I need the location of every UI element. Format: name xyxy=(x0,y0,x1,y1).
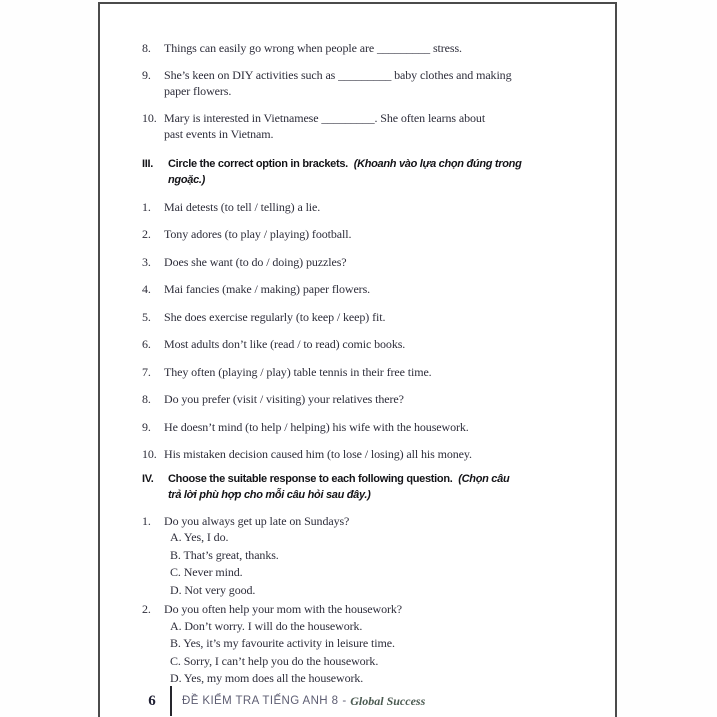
item-number: 9. xyxy=(142,419,151,434)
item-number: 7. xyxy=(142,364,151,379)
section-title-vi: (Chọn câu xyxy=(458,472,510,485)
section-iii-heading xyxy=(142,156,577,188)
answer-option: B. That’s great, thanks. xyxy=(170,547,279,562)
page-footer xyxy=(142,686,425,716)
answer-option: C. Never mind. xyxy=(170,565,243,579)
section-title-vi: trả lời phù hợp cho mỗi câu hỏi sau đây.) xyxy=(168,488,371,501)
item-text: past events in Vietnam. xyxy=(164,127,274,141)
section-title-vi: ngoặc.) xyxy=(168,173,206,186)
item-number: 4. xyxy=(142,282,151,296)
book-title: ĐỀ KIỂM TRA TIẾNG ANH 8 xyxy=(182,695,339,707)
item-text: Tony adores (to play / playing) football. xyxy=(164,227,352,241)
item-text: They often (playing / play) table tennis in their free time. xyxy=(164,364,432,379)
section-iv-heading xyxy=(142,471,577,503)
item-number: 2. xyxy=(142,602,151,616)
list-item xyxy=(142,67,577,100)
section-title-vi: (Khoanh vào lựa chọn đúng trong xyxy=(353,157,522,170)
list-item xyxy=(142,419,577,436)
item-number: 1. xyxy=(142,199,151,214)
item-text: Most adults don’t like (read / to read) comic books. xyxy=(164,337,406,351)
item-number: 1. xyxy=(142,513,151,528)
section-number: III. xyxy=(142,157,154,170)
item-text: paper flowers. xyxy=(164,84,232,98)
item-number: 9. xyxy=(142,67,151,82)
item-text: His mistaken decision caused him (to lose / losing) all his money. xyxy=(164,447,472,461)
list-item xyxy=(142,254,577,271)
section-title-en: Choose the suitable response to each following question. xyxy=(168,472,453,485)
page-border xyxy=(98,2,617,717)
footer-separator: - xyxy=(342,695,347,707)
answer-option: A. Yes, I do. xyxy=(170,530,229,544)
item-number: 3. xyxy=(142,254,151,269)
section-title-en: Circle the correct option in brackets. xyxy=(168,157,348,170)
answer-option: D. Not very good. xyxy=(170,582,256,597)
item-text: She does exercise regularly (to keep / keep) fit. xyxy=(164,309,386,324)
item-text: He doesn’t mind (to help / helping) his wife with the housework. xyxy=(164,419,469,434)
page-content xyxy=(100,4,615,717)
book-series: Global Success xyxy=(350,693,426,708)
question-item xyxy=(142,513,577,600)
answer-option: C. Sorry, I can’t help you do the housework. xyxy=(170,653,379,668)
list-item xyxy=(142,391,577,408)
list-item xyxy=(142,110,577,143)
section-number: IV. xyxy=(142,472,154,485)
item-number: 6. xyxy=(142,337,151,351)
item-text: Mai fancies (make / making) paper flowers. xyxy=(164,282,371,296)
section-iii-items xyxy=(142,199,577,463)
item-text: Mary is interested in Vietnamese _________. She often learns about xyxy=(164,110,486,125)
item-text: Mai detests (to tell / telling) a lie. xyxy=(164,199,321,214)
item-number: 10. xyxy=(142,447,157,461)
item-text: Things can easily go wrong when people are _________ stress. xyxy=(164,41,462,55)
answer-option: B. Yes, it’s my favourite activity in leisure time. xyxy=(170,636,395,650)
list-item xyxy=(142,40,577,57)
item-number: 8. xyxy=(142,41,151,55)
list-item xyxy=(142,199,577,216)
item-text: She’s keen on DIY activities such as _________ baby clothes and making xyxy=(164,67,512,82)
list-item xyxy=(142,309,577,326)
item-text: Do you prefer (visit / visiting) your relatives there? xyxy=(164,392,404,406)
question-text: Do you often help your mom with the housework? xyxy=(164,602,403,616)
answer-option: A. Don’t worry. I will do the housework. xyxy=(170,618,363,633)
item-text: Does she want (to do / doing) puzzles? xyxy=(164,254,347,269)
item-number: 5. xyxy=(142,309,151,324)
list-item xyxy=(142,226,577,243)
item-number: 8. xyxy=(142,392,151,406)
page-number: 6 xyxy=(148,692,156,709)
list-item xyxy=(142,446,577,463)
item-number: 10. xyxy=(142,110,157,125)
question-item xyxy=(142,601,577,688)
list-item xyxy=(142,364,577,381)
answer-option: D. Yes, my mom does all the housework. xyxy=(170,671,364,685)
footer-divider xyxy=(170,686,172,716)
item-number: 2. xyxy=(142,227,151,241)
list-item xyxy=(142,336,577,353)
list-item xyxy=(142,281,577,298)
question-text: Do you always get up late on Sundays? xyxy=(164,513,350,528)
